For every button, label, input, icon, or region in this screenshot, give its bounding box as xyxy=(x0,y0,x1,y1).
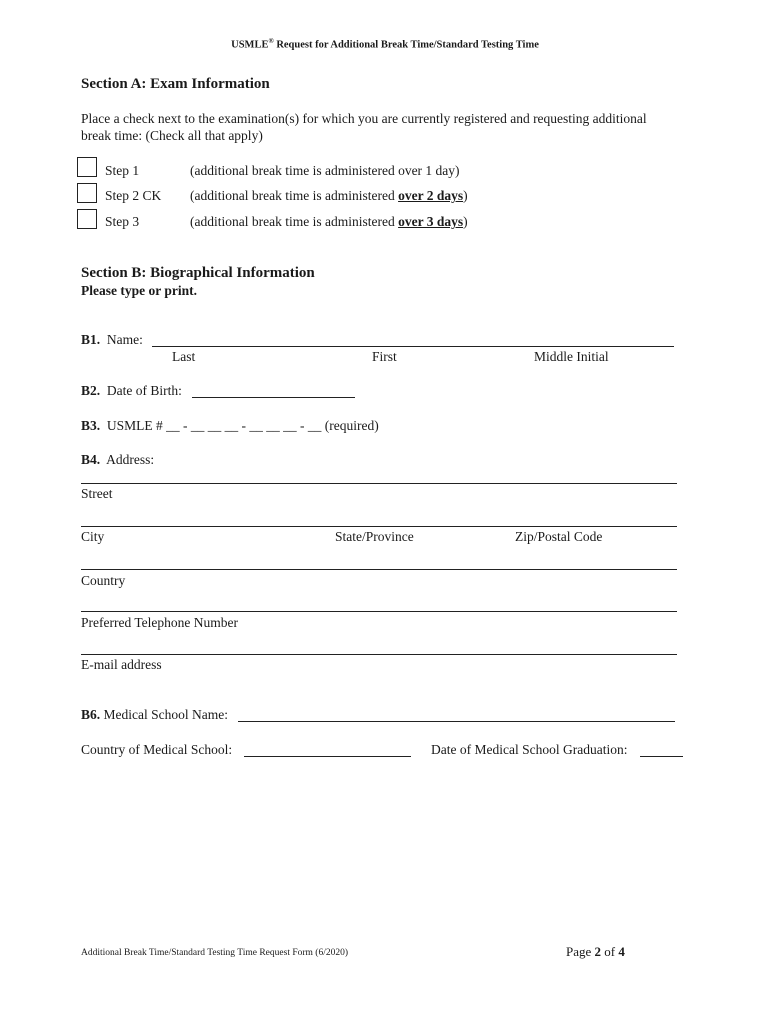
country-med-school-label: Country of Medical School: xyxy=(81,742,233,757)
b3-row: B3. USMLE # __ - __ __ __ - __ __ __ - __ (required) xyxy=(81,418,379,433)
section-a-title: Section A: Exam Information xyxy=(81,76,270,92)
step2ck-description: (additional break time is administered over 2 days) xyxy=(190,188,468,203)
street-label: Street xyxy=(81,486,113,501)
step1-label: Step 1 xyxy=(105,163,140,178)
section-a-instruction-2: break time: (Check all that apply) xyxy=(81,128,263,143)
zip-label: Zip/Postal Code xyxy=(515,529,603,544)
step1-description: (additional break time is administered over 1 day) xyxy=(190,163,460,178)
step3-description: (additional break time is administered over 3 days) xyxy=(190,214,468,229)
section-b-title: Section B: Biographical Information xyxy=(81,265,315,281)
name-first-label: First xyxy=(372,349,397,364)
medical-school-field[interactable] xyxy=(238,721,675,722)
footer-form-name: Additional Break Time/Standard Testing Time Request Form (6/2020) xyxy=(81,948,349,958)
step2ck-checkbox[interactable] xyxy=(77,183,97,203)
section-a-instruction-1: Place a check next to the examination(s) for which you are currently registered and requesting additional xyxy=(81,111,647,126)
phone-label: Preferred Telephone Number xyxy=(81,615,238,630)
email-field[interactable] xyxy=(81,654,677,655)
grad-date-label: Date of Medical School Graduation: xyxy=(431,742,628,757)
name-last-label: Last xyxy=(172,349,196,364)
phone-field[interactable] xyxy=(81,611,677,612)
step3-checkbox[interactable] xyxy=(77,209,97,229)
section-b-subtitle: Please type or print. xyxy=(81,283,197,298)
registered-mark: ® xyxy=(268,37,274,45)
dob-field[interactable] xyxy=(192,397,355,398)
b2-row: B2. Date of Birth: xyxy=(81,383,182,398)
b4-row: B4. Address: xyxy=(81,452,155,467)
country-med-school-field[interactable] xyxy=(244,756,411,757)
city-state-zip-field[interactable] xyxy=(81,526,677,527)
b1-row: B1. Name: xyxy=(81,332,143,347)
header-title-rest: Request for Additional Break Time/Standard Testing Time xyxy=(273,39,539,51)
header-title-prefix: USMLE xyxy=(231,39,269,51)
step3-label: Step 3 xyxy=(105,214,140,229)
usmle-number-field[interactable]: USMLE # __ - __ __ __ - __ __ __ - __ (required) xyxy=(106,418,379,433)
step1-checkbox[interactable] xyxy=(77,157,97,177)
grad-date-field[interactable] xyxy=(640,756,683,757)
country-label: Country xyxy=(81,573,126,588)
state-label: State/Province xyxy=(335,529,414,544)
country-field[interactable] xyxy=(81,569,677,570)
step2ck-label: Step 2 CK xyxy=(105,188,162,203)
street-field[interactable] xyxy=(81,483,677,484)
b6-row: B6. Medical School Name: xyxy=(81,707,228,722)
city-label: City xyxy=(81,529,105,544)
name-middle-label: Middle Initial xyxy=(534,349,609,364)
page-number: Page 2 of 4 xyxy=(566,944,625,959)
name-field[interactable] xyxy=(152,346,674,347)
page-header xyxy=(0,37,770,51)
email-label: E-mail address xyxy=(81,657,162,672)
